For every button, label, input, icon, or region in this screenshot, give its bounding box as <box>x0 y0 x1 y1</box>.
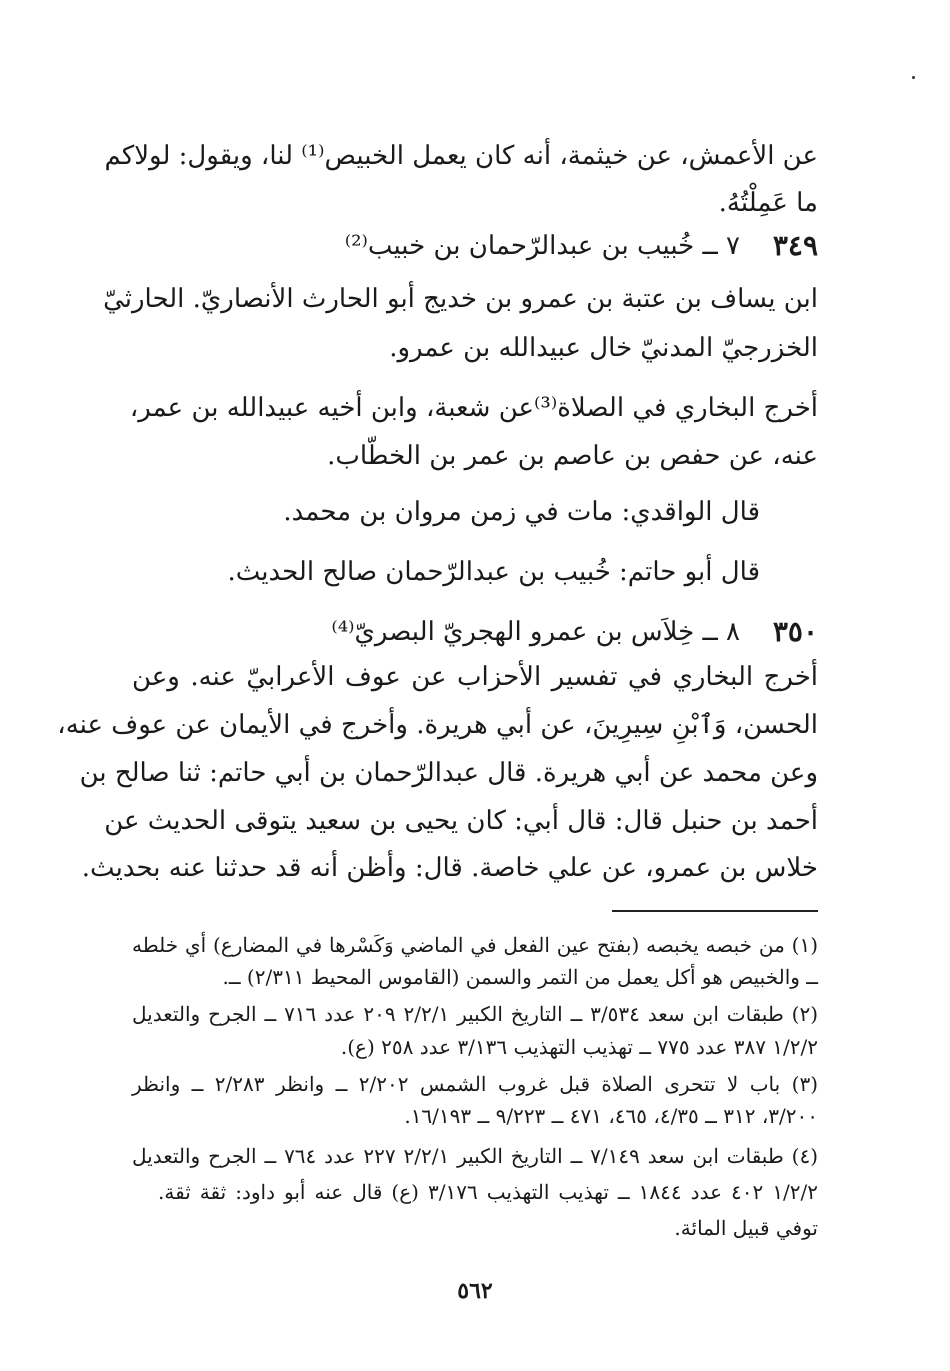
footnote-rule <box>612 910 818 912</box>
entry-heading: ٧ ــ خُبيب بن عبدالرّحمان بن خبيب⁽²⁾ <box>344 231 740 261</box>
entry-number: ٣٤٩ <box>772 229 818 262</box>
body-line: أخرج البخاري في الصلاة⁽³⁾عن شعبة، وابن أخيه عبيدالله بن عمر، <box>129 393 818 423</box>
entry-number: ٣٥٠ <box>772 615 818 648</box>
page-number: ٥٦٢ <box>457 1278 493 1304</box>
footnote-line: ١/٢/٢ ٤٠٢ عدد ١٨٤٤ ــ تهذيب التهذيب ٣/١٧٦ (ع) قال عنه أبو داود: ثقة ثقة. <box>158 1180 819 1204</box>
body-line: وعن محمد عن أبي هريرة. قال عبدالرّحمان بن أبي حاتم: ثنا صالح بن <box>79 758 818 788</box>
body-line: ما عَمِلْتُهُ. <box>718 188 818 218</box>
body-line: خلاس بن عمرو، عن علي خاصة. قال: وأظن أنه قد حدثنا عنه بحديث. <box>81 853 818 883</box>
body-line: قال أبو حاتم: خُبيب بن عبدالرّحمان صالح الحديث. <box>227 557 760 587</box>
entry-heading: ٨ ــ خِلاَس بن عمرو الهجريّ البصريّ⁽⁴⁾ <box>331 617 740 647</box>
footnote-line: (١) من خبصه يخبصه (بفتح عين الفعل في الماضي وَكَسْرها في المضارع) أي خلطه <box>132 933 818 957</box>
footnote-line: ٣/٢٠٠، ٣١٢ ــ ٤/٣٥، ٤٦٥، ٤٧١ ــ ٩/٢٢٣ ــ ١٦/١٩٣. <box>404 1104 818 1128</box>
footnote-line: ــ والخبيص هو أكل يعمل من التمر والسمن (القاموس المحيط ٢/٣١١) ــ. <box>222 965 818 989</box>
body-line: الحسن، وَٱبْنِ سِيرِينَ، عن أبي هريرة. وأخرج في الأيمان عن عوف عنه، <box>57 710 818 740</box>
footnote-line: (٣) باب لا تتحرى الصلاة قبل غروب الشمس ٢/٢٠٢ ــ وانظر ٢/٢٨٣ ــ وانظر <box>132 1072 818 1096</box>
footnote-line: توفي قبيل المائة. <box>674 1216 818 1240</box>
body-line: عن الأعمش، عن خيثمة، أنه كان يعمل الخبيص⁽¹⁾ لنا، ويقول: لولاكم <box>104 141 818 171</box>
speck-mark <box>912 76 915 79</box>
body-line: الخزرجيّ المدنيّ خال عبيدالله بن عمرو. <box>389 333 818 363</box>
body-line: ابن يساف بن عتبة بن عمرو بن خديج أبو الحارث الأنصاريّ. الحارثيّ <box>103 284 818 314</box>
body-line: أخرج البخاري في تفسير الأحزاب عن عوف الأعرابيّ عنه. وعن <box>132 662 818 692</box>
body-line: أحمد بن حنبل قال: قال أبي: كان يحيى بن سعيد يتوقى الحديث عن <box>104 806 818 836</box>
footnote-line: ١/٢/٢ ٣٨٧ عدد ٧٧٥ ــ تهذيب التهذيب ٣/١٣٦ عدد ٢٥٨ (ع). <box>340 1035 818 1059</box>
body-line: قال الواقدي: مات في زمن مروان بن محمد. <box>283 497 760 527</box>
footnote-line: (٤) طبقات ابن سعد ٧/١٤٩ ــ التاريخ الكبير ٢/٢/١ ٢٢٧ عدد ٧٦٤ ــ الجرح والتعديل <box>132 1144 819 1168</box>
footnote-line: (٢) طبقات ابن سعد ٣/٥٣٤ ــ التاريخ الكبير ٢/٢/١ ٢٠٩ عدد ٧١٦ ــ الجرح والتعديل <box>132 1002 819 1026</box>
body-line: عنه، عن حفص بن عاصم بن عمر بن الخطّاب. <box>327 441 818 471</box>
